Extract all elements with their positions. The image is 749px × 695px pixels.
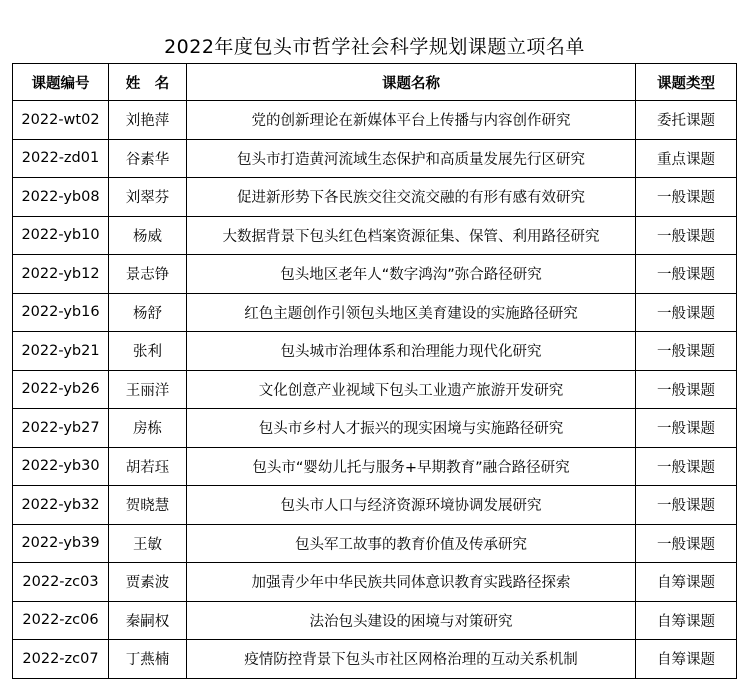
cell-code: 2022-yb21 [13, 332, 109, 371]
table-row [13, 216, 737, 255]
cell-name: 王丽洋 [109, 370, 187, 409]
cell-name: 景志铮 [109, 255, 187, 294]
cell-name: 胡若珏 [109, 447, 187, 486]
cell-type: 一般课题 [636, 332, 737, 371]
cell-name: 谷素华 [109, 139, 187, 178]
cell-code: 2022-yb10 [13, 216, 109, 255]
cell-topic: 包头城市治理体系和治理能力现代化研究 [187, 332, 636, 371]
cell-code: 2022-wt02 [13, 101, 109, 140]
cell-type: 一般课题 [636, 216, 737, 255]
table-row [13, 640, 737, 679]
header-name: 姓 名 [109, 64, 187, 101]
cell-code: 2022-zc06 [13, 601, 109, 640]
cell-name: 张利 [109, 332, 187, 371]
cell-type: 一般课题 [636, 524, 737, 563]
cell-name: 刘翠芬 [109, 178, 187, 217]
cell-topic: 党的创新理论在新媒体平台上传播与内容创作研究 [187, 101, 636, 140]
cell-name: 丁燕楠 [109, 640, 187, 679]
table-row [13, 293, 737, 332]
table-header-row [13, 64, 737, 101]
cell-name: 王敏 [109, 524, 187, 563]
cell-type: 自筹课题 [636, 640, 737, 679]
cell-code: 2022-yb32 [13, 486, 109, 525]
cell-code: 2022-yb39 [13, 524, 109, 563]
cell-topic: 包头地区老年人“数字鸿沟”弥合路径研究 [187, 255, 636, 294]
cell-topic: 促进新形势下各民族交往交流交融的有形有感有效研究 [187, 178, 636, 217]
cell-type: 一般课题 [636, 255, 737, 294]
cell-code: 2022-yb16 [13, 293, 109, 332]
table-row [13, 101, 737, 140]
cell-type: 一般课题 [636, 370, 737, 409]
header-topic: 课题名称 [187, 64, 636, 101]
cell-type: 一般课题 [636, 178, 737, 217]
cell-code: 2022-yb27 [13, 409, 109, 448]
cell-topic: 包头市“婴幼儿托与服务+早期教育”融合路径研究 [187, 447, 636, 486]
cell-code: 2022-zc07 [13, 640, 109, 679]
table-row [13, 139, 737, 178]
cell-topic: 文化创意产业视域下包头工业遗产旅游开发研究 [187, 370, 636, 409]
cell-topic: 法治包头建设的困境与对策研究 [187, 601, 636, 640]
cell-name: 贾素波 [109, 563, 187, 602]
table-row [13, 486, 737, 525]
table-row [13, 524, 737, 563]
cell-topic: 疫情防控背景下包头市社区网格治理的互动关系机制 [187, 640, 636, 679]
table-row [13, 563, 737, 602]
cell-topic: 包头市人口与经济资源环境协调发展研究 [187, 486, 636, 525]
cell-name: 刘艳萍 [109, 101, 187, 140]
cell-type: 一般课题 [636, 293, 737, 332]
cell-type: 委托课题 [636, 101, 737, 140]
cell-type: 自筹课题 [636, 601, 737, 640]
project-list-table [12, 63, 737, 679]
cell-type: 一般课题 [636, 486, 737, 525]
table-row [13, 409, 737, 448]
cell-name: 杨威 [109, 216, 187, 255]
cell-code: 2022-zd01 [13, 139, 109, 178]
cell-type: 重点课题 [636, 139, 737, 178]
cell-code: 2022-yb30 [13, 447, 109, 486]
cell-name: 秦嗣权 [109, 601, 187, 640]
table-row [13, 178, 737, 217]
cell-code: 2022-zc03 [13, 563, 109, 602]
cell-name: 贺晓慧 [109, 486, 187, 525]
table-row [13, 370, 737, 409]
header-code: 课题编号 [13, 64, 109, 101]
cell-code: 2022-yb26 [13, 370, 109, 409]
cell-topic: 红色主题创作引领包头地区美育建设的实施路径研究 [187, 293, 636, 332]
table-row [13, 332, 737, 371]
cell-topic: 大数据背景下包头红色档案资源征集、保管、利用路径研究 [187, 216, 636, 255]
cell-topic: 包头军工故事的教育价值及传承研究 [187, 524, 636, 563]
cell-name: 杨舒 [109, 293, 187, 332]
table-row [13, 447, 737, 486]
cell-topic: 包头市打造黄河流域生态保护和高质量发展先行区研究 [187, 139, 636, 178]
cell-topic: 加强青少年中华民族共同体意识教育实践路径探索 [187, 563, 636, 602]
cell-type: 一般课题 [636, 409, 737, 448]
cell-code: 2022-yb12 [13, 255, 109, 294]
cell-type: 一般课题 [636, 447, 737, 486]
page-title: 2022年度包头市哲学社会科学规划课题立项名单 [164, 36, 585, 58]
cell-type: 自筹课题 [636, 563, 737, 602]
table-row [13, 601, 737, 640]
table-row [13, 255, 737, 294]
header-type: 课题类型 [636, 64, 737, 101]
cell-topic: 包头市乡村人才振兴的现实困境与实施路径研究 [187, 409, 636, 448]
cell-name: 房栋 [109, 409, 187, 448]
cell-code: 2022-yb08 [13, 178, 109, 217]
